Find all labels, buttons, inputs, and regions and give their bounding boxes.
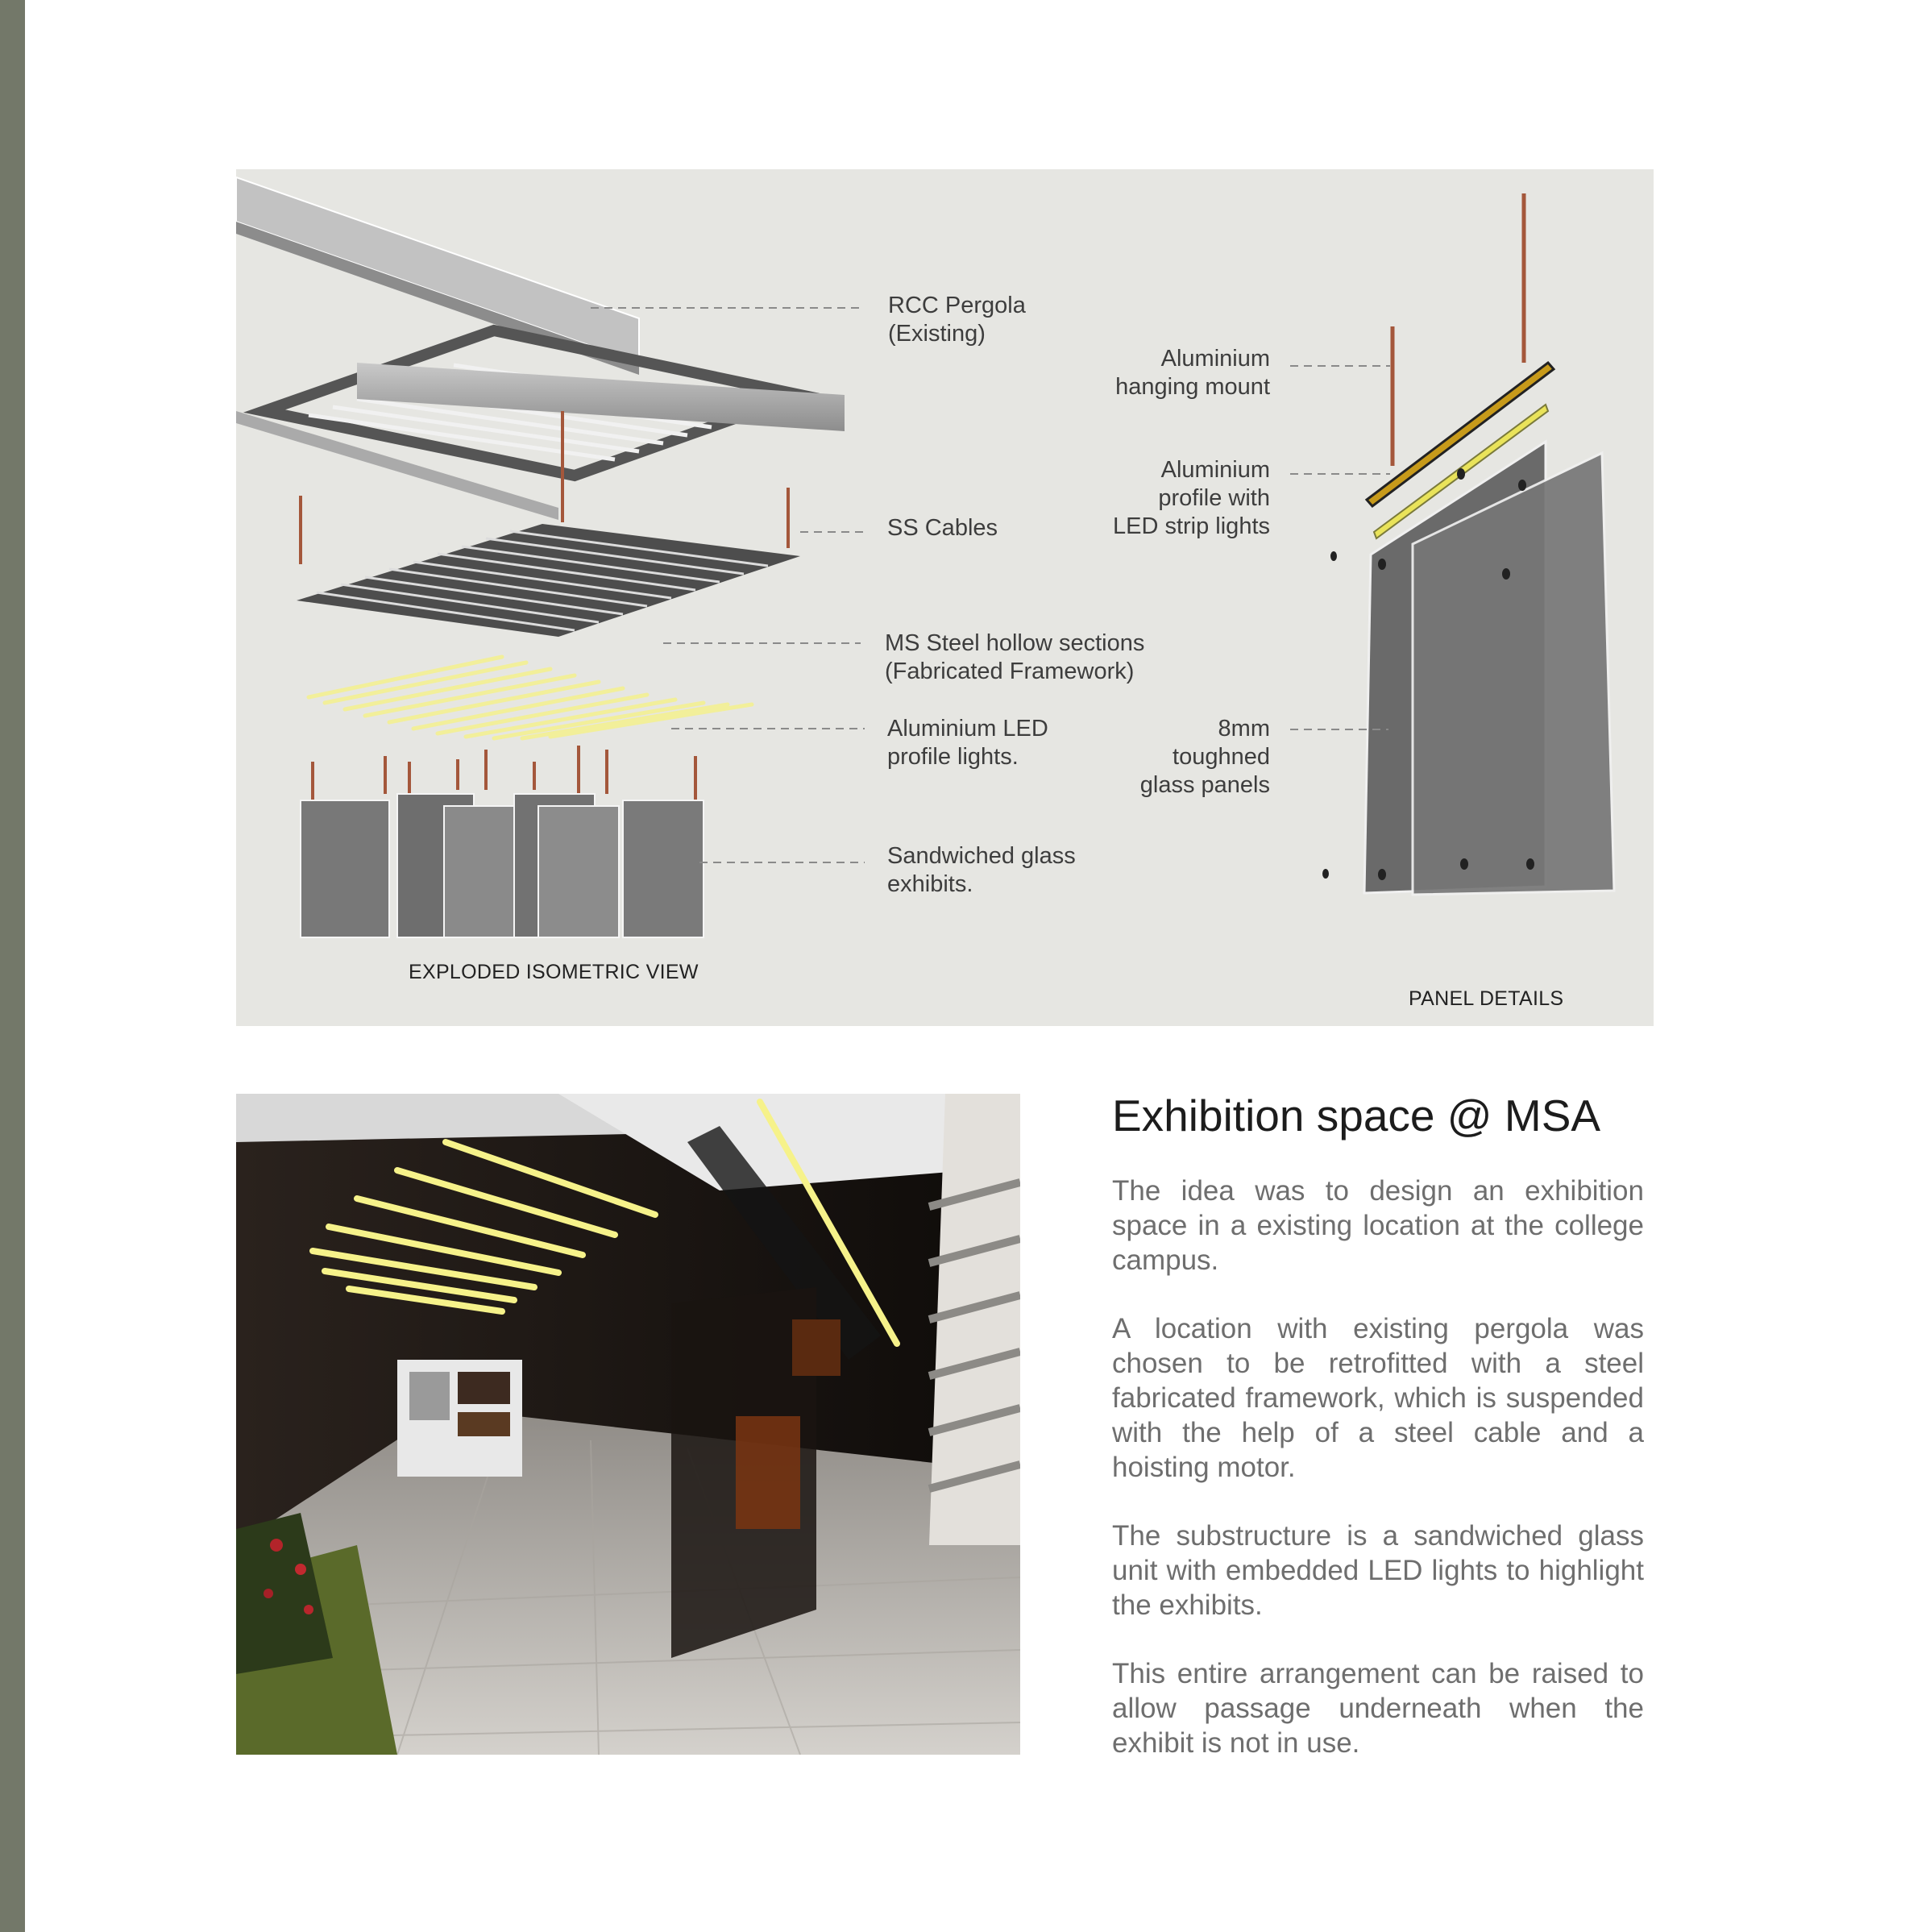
article-paragraph: The idea was to design an exhibition space in a existing location at the college campus. [1112, 1175, 1644, 1276]
led-profile-drawing [309, 657, 752, 738]
article-paragraph: A location with existing pergola was chosen to be retrofitted with a steel fabricated framework, which is suspended with the help of a steel cable and a hoisting motor. [1112, 1313, 1644, 1483]
callout-led-profile: Aluminium LED profile lights. [887, 716, 1048, 770]
exhibition-render-image [236, 1094, 1020, 1755]
pergola-drawing [236, 177, 845, 520]
article-paragraph: The substructure is a sandwiched glass unit with embedded LED lights to highlight the exhibits. [1112, 1520, 1644, 1621]
caption-panel-details: PANEL DETAILS [1409, 987, 1564, 1010]
panel-details-drawing [1322, 193, 1614, 895]
article-paragraph: This entire arrangement can be raised to allow passage underneath when the exhibit is not in use. [1112, 1658, 1644, 1759]
steel-framework-drawing [297, 524, 800, 637]
side-accent-bar [0, 0, 25, 1932]
caption-exploded-view: EXPLODED ISOMETRIC VIEW [409, 961, 699, 983]
callout-hanging-mount: Aluminium hanging mount [1115, 346, 1270, 400]
callout-led-strip-profile: Aluminium profile with LED strip lights [1112, 457, 1270, 539]
diagram-panel [236, 169, 1654, 1026]
callout-rcc-pergola: RCC Pergola (Existing) [888, 293, 1026, 347]
callout-glass-exhibits: Sandwiched glass exhibits. [887, 843, 1076, 897]
callout-toughened-glass: 8mm toughned glass panels [1139, 716, 1270, 798]
callout-ms-steel: MS Steel hollow sections (Fabricated Framework) [885, 630, 1145, 684]
article-heading: Exhibition space @ MSA [1112, 1091, 1601, 1141]
callout-ss-cables: SS Cables [887, 515, 998, 541]
article-column [1112, 1090, 1644, 1794]
glass-exhibits-drawing [301, 746, 704, 937]
